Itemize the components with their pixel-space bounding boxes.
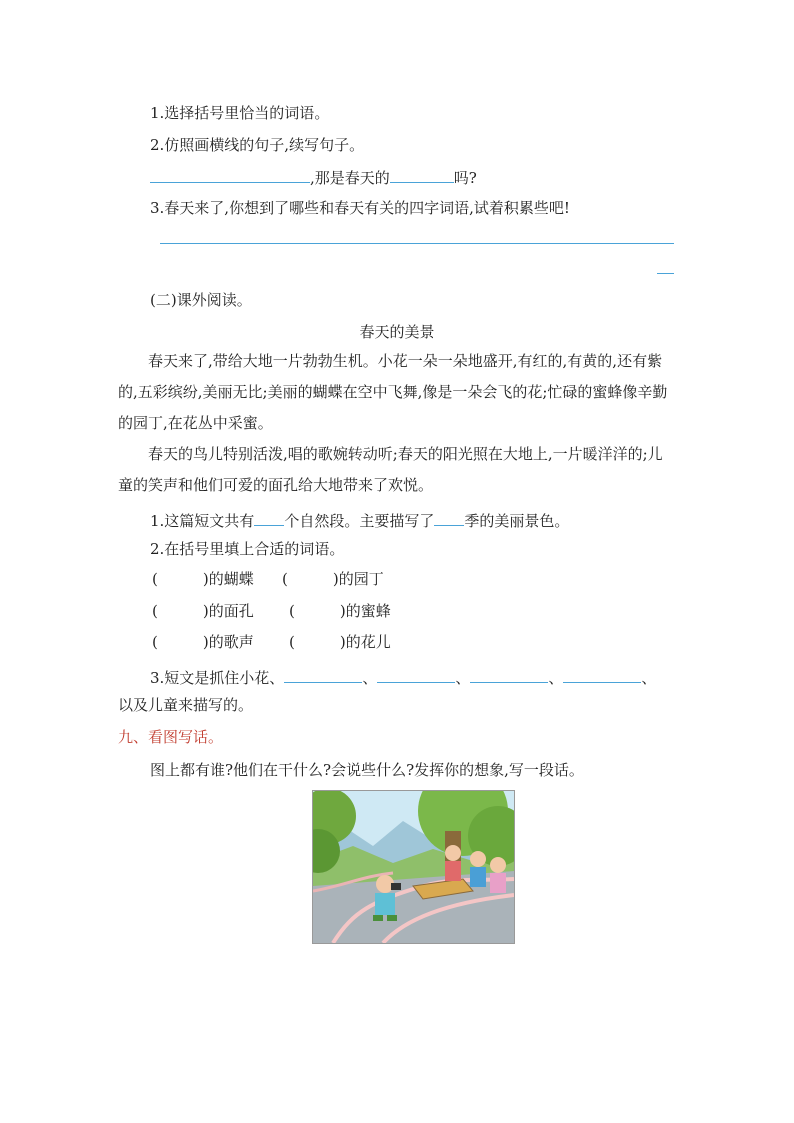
question-text: 季的美丽景色。 xyxy=(464,512,570,530)
answer-line-short[interactable] xyxy=(657,273,674,274)
illustration-picture xyxy=(312,790,515,944)
question-text: 个自然段。主要描写了 xyxy=(284,512,435,530)
fill-text: ,那是春天的 xyxy=(310,169,390,187)
passage-paragraph-2 xyxy=(118,439,676,501)
fill-item: ( )的花儿 xyxy=(289,633,391,651)
answer-blank[interactable] xyxy=(150,164,310,183)
answer-blank[interactable] xyxy=(470,664,548,683)
answer-blank[interactable] xyxy=(563,664,641,683)
passage-paragraph-1 xyxy=(118,346,676,439)
separator: 、 xyxy=(455,669,471,687)
answer-line[interactable] xyxy=(160,243,674,244)
answer-blank[interactable] xyxy=(284,664,362,683)
fill-item: ( )的歌声 xyxy=(152,633,254,651)
separator: 、 xyxy=(641,669,657,687)
question-1: 1.选择括号里恰当的词语。 xyxy=(150,104,330,122)
paragraph-text: 春天来了,带给大地一片勃勃生机。小花一朵一朵地盛开,有红的,有黄的,还有紫的,五彩缤纷,美丽无比;美丽的蝴蝶在空中飞舞,像是一朵会飞的花;忙碌的蜜蜂像辛勤的园丁,在花丛中采蜜。 xyxy=(118,352,668,432)
answer-blank[interactable] xyxy=(390,164,454,183)
question-text: 3.短文是抓住小花、 xyxy=(150,669,285,687)
reading-question-3-cont: 以及儿童来描写的。 xyxy=(118,696,254,714)
separator: 、 xyxy=(548,669,564,687)
answer-blank[interactable] xyxy=(377,664,455,683)
paragraph-text: 春天的鸟儿特别活泼,唱的歌婉转动听;春天的阳光照在大地上,一片暖洋洋的;儿童的笑声和他们可爱的面孔给大地带来了欢悦。 xyxy=(118,445,663,494)
answer-blank[interactable] xyxy=(434,507,464,526)
question-2-fill-line xyxy=(150,164,477,189)
reading-question-2: 2.在括号里填上合适的词语。 xyxy=(150,540,345,558)
answer-blank[interactable] xyxy=(254,507,284,526)
fill-item: ( )的蝴蝶 xyxy=(152,570,254,588)
separator: 、 xyxy=(362,669,378,687)
passage-title: 春天的美景 xyxy=(359,323,435,341)
children-photo-illustration xyxy=(313,791,514,943)
fill-item: ( )的面孔 xyxy=(152,602,254,620)
section-heading-writing: 九、看图写话。 xyxy=(118,728,224,746)
question-3: 3.春天来了,你想到了哪些和春天有关的四字词语,试着积累些吧! xyxy=(150,199,570,217)
question-2: 2.仿照画横线的句子,续写句子。 xyxy=(150,136,365,154)
reading-question-3 xyxy=(150,664,656,689)
fill-item: ( )的园丁 xyxy=(282,570,384,588)
section-heading-reading: (二)课外阅读。 xyxy=(150,291,252,309)
writing-prompt: 图上都有谁?他们在干什么?会说些什么?发挥你的想象,写一段话。 xyxy=(150,761,584,779)
fill-item: ( )的蜜蜂 xyxy=(289,602,391,620)
fill-text: 吗? xyxy=(453,169,477,187)
question-text: 1.这篇短文共有 xyxy=(150,512,255,530)
reading-question-1 xyxy=(150,507,569,532)
